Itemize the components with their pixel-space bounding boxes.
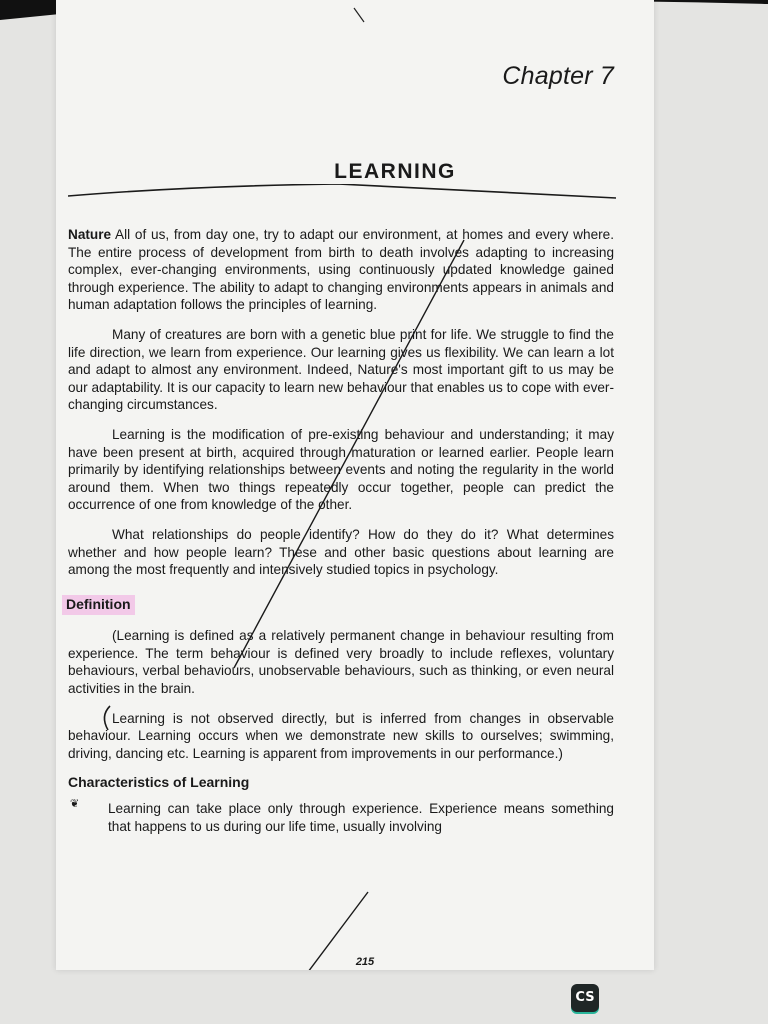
definition-paragraph-2: Learning is not observed directly, but is inferred from changes in observable behaviour. Learning occurs when we demonstrate new skills to ourselves; swimming, driving, dancing etc. Learning is apparent from improvements in our performance.) xyxy=(68,710,614,761)
page-title: LEARNING xyxy=(334,160,456,183)
paragraph-modification: Learning is the modification of pre-existing behaviour and understanding; it may have been present at birth, acquired through maturation or learned earlier. People learn primarily by identifying relationships between events and noting the regularity in the world around them. When two things repeatedly occur together, people can predict the occurrence of one from knowledge of the other. xyxy=(68,426,614,513)
title-underline xyxy=(68,184,616,202)
characteristics-heading: Characteristics of Learning xyxy=(68,774,250,791)
document-page xyxy=(56,0,654,970)
characteristics-text: Learning can take place only through experience. Experience means something that happens to us during our life time, usually involving xyxy=(108,801,614,834)
definition-paragraph-1: (Learning is defined as a relatively permanent change in behaviour resulting from experience. The term behaviour is defined very broadly to include reflexes, voluntary behaviours, verbal behaviours, unobservable behaviours, such as thinking, or even neural activities in the brain. xyxy=(68,628,614,697)
nature-lead: Nature xyxy=(68,227,112,242)
definition-heading: Definition xyxy=(62,595,135,616)
nature-paragraph xyxy=(68,226,614,314)
nature-text: All of us, from day one, try to adapt our environment, at homes and every where. The entire process of development from birth to death involves adapting to increasing complex, ever-changing environments, using continuously updated knowledge gained through experience. The ability to adapt to changing environments appears in animals and human adaptation follows the principles of learning. xyxy=(68,227,614,313)
paragraph-genetic: Many of creatures are born with a genetic blue print for life. We struggle to find the life direction, we learn from experience. Our learning gives us flexibility. We can learn a lot and adapt to almost any environment. Indeed, Nature's most important gift to us may be our adaptability. It is our capacity to learn new behaviour that enables us to cope with ever-changing circumstances. xyxy=(68,326,614,413)
bullet-marker-icon: ❦ xyxy=(70,798,80,811)
chapter-label: Chapter 7 xyxy=(502,62,614,90)
page-number: 215 xyxy=(355,956,375,968)
characteristics-item xyxy=(68,800,614,835)
page-body xyxy=(68,226,614,847)
paragraph-questions: What relationships do people identify? How do they do it? What determines whether and how people learn? These and other basic questions about learning are among the most frequently and intensively studied topics in psychology. xyxy=(68,526,614,578)
camscanner-logo-icon: CS xyxy=(571,984,599,1012)
